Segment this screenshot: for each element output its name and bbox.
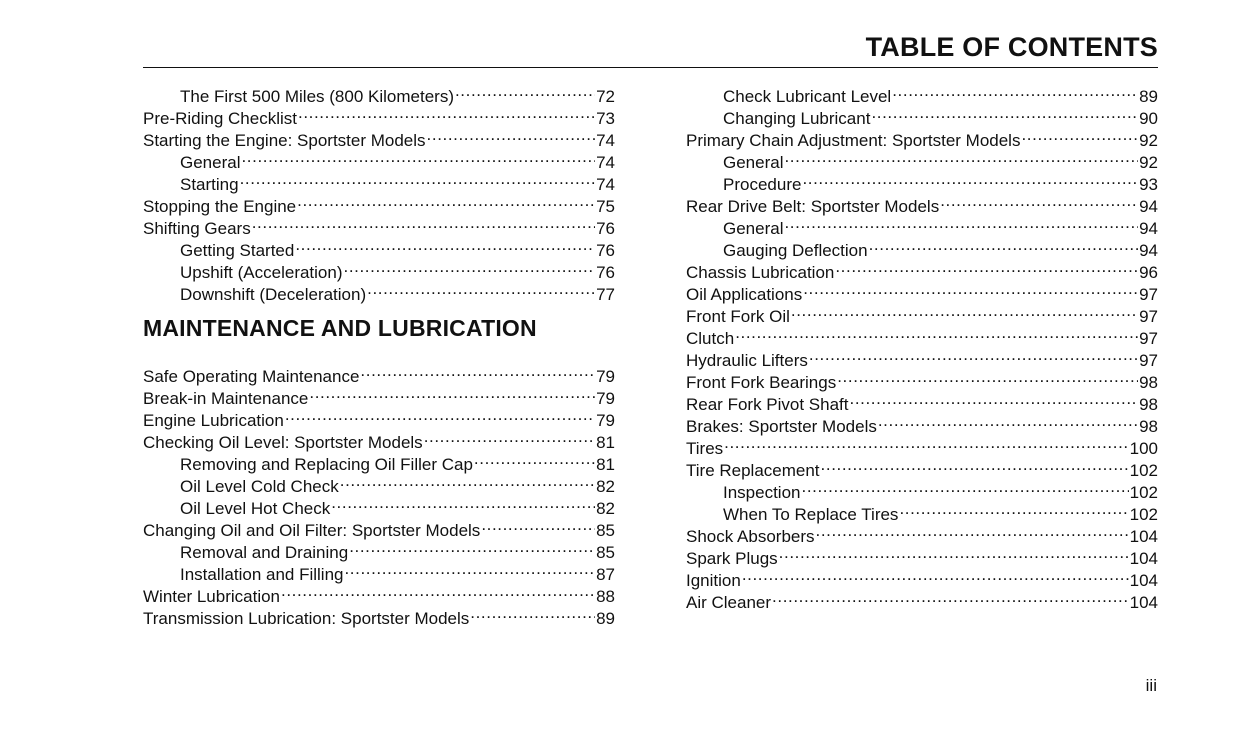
dot-leader: [868, 234, 1138, 256]
dot-leader: [820, 454, 1129, 476]
toc-entry-page: 79: [596, 367, 615, 386]
toc-entry-page: 93: [1139, 175, 1158, 194]
toc-entry-page: 89: [1139, 87, 1158, 106]
page-number: iii: [1145, 676, 1157, 695]
title-divider: [143, 67, 1158, 68]
dot-leader: [815, 520, 1129, 542]
toc-entry-page: 100: [1129, 439, 1158, 458]
toc-entry-page: 98: [1139, 417, 1158, 436]
section-heading-maintenance: MAINTENANCE AND LUBRICATION: [143, 315, 537, 341]
dot-leader: [348, 536, 595, 558]
toc-entry-title: Spark Plugs: [686, 549, 778, 568]
toc-entry-page: 73: [596, 109, 615, 128]
toc-entry-page: 74: [596, 153, 615, 172]
toc-entry-title: Rear Fork Pivot Shaft: [686, 395, 849, 414]
toc-entry-page: 82: [596, 499, 615, 518]
toc-entry-title: General: [723, 219, 784, 238]
toc-entry[interactable]: [143, 360, 615, 386]
toc-entry-title: Oil Level Cold Check: [180, 477, 339, 496]
dot-leader: [284, 404, 595, 426]
toc-entry-page: 92: [1139, 153, 1158, 172]
dot-leader: [330, 492, 595, 514]
toc-entry-page: 104: [1129, 571, 1158, 590]
dot-leader: [294, 234, 595, 256]
dot-leader: [801, 476, 1129, 498]
dot-leader: [849, 388, 1139, 410]
toc-entry-title: Pre-Riding Checklist: [143, 109, 297, 128]
dot-leader: [239, 168, 595, 190]
toc-entry-page: 94: [1139, 219, 1158, 238]
toc-list-bottom: [143, 360, 615, 628]
toc-entry-title: Safe Operating Maintenance: [143, 367, 360, 386]
toc-entry-title: Checking Oil Level: Sportster Models: [143, 433, 423, 452]
toc-entry-page: 90: [1139, 109, 1158, 128]
toc-entry-title: Air Cleaner: [686, 593, 772, 612]
toc-entry[interactable]: [686, 80, 1158, 106]
toc-entry-page: 82: [596, 477, 615, 496]
toc-entry-page: 87: [596, 565, 615, 584]
toc-entry-title: Shock Absorbers: [686, 527, 815, 546]
toc-entry-title: Break-in Maintenance: [143, 389, 309, 408]
toc-entry-title: Stopping the Engine: [143, 197, 297, 216]
toc-entry-title: Chassis Lubrication: [686, 263, 835, 282]
dot-leader: [836, 366, 1138, 388]
toc-entry-page: 92: [1139, 131, 1158, 150]
toc-entry-page: 72: [596, 87, 615, 106]
toc-entry-page: 102: [1129, 505, 1158, 524]
dot-leader: [280, 580, 595, 602]
toc-entry-page: 94: [1139, 197, 1158, 216]
dot-leader: [296, 190, 595, 212]
toc-entry-title: Getting Started: [180, 241, 295, 260]
dot-leader: [343, 256, 596, 278]
toc-entry-page: 97: [1139, 285, 1158, 304]
dot-leader: [877, 410, 1138, 432]
toc-entry-page: 79: [596, 411, 615, 430]
toc-entry-title: Changing Oil and Oil Filter: Sportster Models: [143, 521, 481, 540]
toc-entry-page: 94: [1139, 241, 1158, 260]
toc-entry-page: 81: [596, 455, 615, 474]
toc-entry-page: 102: [1129, 483, 1158, 502]
toc-entry-title: Starting the Engine: Sportster Models: [143, 131, 426, 150]
dot-leader: [251, 212, 595, 234]
toc-entry-title: Tires: [686, 439, 724, 458]
toc-entry-title: General: [180, 153, 241, 172]
toc-list-top: [143, 80, 615, 304]
dot-leader: [343, 558, 595, 580]
dot-leader: [741, 564, 1129, 586]
toc-entry-title: Downshift (Deceleration): [180, 285, 367, 304]
dot-leader: [939, 190, 1138, 212]
toc-entry-title: Removing and Replacing Oil Filler Cap: [180, 455, 473, 474]
dot-leader: [469, 602, 595, 624]
toc-entry-page: 97: [1139, 329, 1158, 348]
dot-leader: [359, 360, 595, 382]
dot-leader: [898, 498, 1128, 520]
dot-leader: [426, 124, 596, 146]
toc-entry-page: 104: [1129, 549, 1158, 568]
toc-entry-title: Shifting Gears: [143, 219, 251, 238]
toc-entry[interactable]: [686, 432, 1158, 458]
toc-entry-title: Inspection: [723, 483, 801, 502]
toc-entry-page: 88: [596, 587, 615, 606]
toc-entry-page: 81: [596, 433, 615, 452]
toc-entry-title: Starting: [180, 175, 239, 194]
dot-leader: [480, 514, 595, 536]
dot-leader: [734, 322, 1138, 344]
toc-entry-title: Rear Drive Belt: Sportster Models: [686, 197, 940, 216]
toc-entry-title: General: [723, 153, 784, 172]
toc-entry-page: 89: [596, 609, 615, 628]
dot-leader: [808, 344, 1138, 366]
toc-entry-page: 79: [596, 389, 615, 408]
toc-entry-title: Front Fork Oil: [686, 307, 790, 326]
toc-entry-page: 74: [596, 131, 615, 150]
dot-leader: [723, 432, 1128, 454]
toc-entry[interactable]: [686, 322, 1158, 348]
toc-entry-page: 97: [1139, 351, 1158, 370]
toc-entry[interactable]: [143, 80, 615, 106]
toc-entry-page: 76: [596, 263, 615, 282]
toc-entry-page: 76: [596, 219, 615, 238]
dot-leader: [366, 278, 595, 300]
toc-entry-page: 98: [1139, 395, 1158, 414]
toc-entry-page: 77: [596, 285, 615, 304]
toc-entry-page: 98: [1139, 373, 1158, 392]
dot-leader: [1020, 124, 1138, 146]
page-title: TABLE OF CONTENTS: [865, 32, 1158, 62]
dot-leader: [783, 146, 1138, 168]
dot-leader: [802, 278, 1138, 300]
toc-entry-page: 102: [1129, 461, 1158, 480]
toc-entry-title: Tire Replacement: [686, 461, 820, 480]
toc-entry-title: Brakes: Sportster Models: [686, 417, 877, 436]
toc-entry-title: The First 500 Miles (800 Kilometers): [180, 87, 454, 106]
toc-entry-page: 104: [1129, 527, 1158, 546]
toc-entry-title: When To Replace Tires: [723, 505, 899, 524]
toc-entry-title: Upshift (Acceleration): [180, 263, 343, 282]
toc-entry-title: Winter Lubrication: [143, 587, 281, 606]
dot-leader: [339, 470, 595, 492]
toc-entry-title: Engine Lubrication: [143, 411, 284, 430]
dot-leader: [783, 212, 1138, 234]
dot-leader: [834, 256, 1138, 278]
toc-entry-page: 75: [596, 197, 615, 216]
toc-left-column: [143, 80, 615, 628]
toc-entry-title: Clutch: [686, 329, 735, 348]
dot-leader: [771, 586, 1129, 608]
toc-entry-title: Removal and Draining: [180, 543, 349, 562]
toc-entry-title: Installation and Filling: [180, 565, 344, 584]
toc-right-column: [686, 80, 1158, 612]
dot-leader: [778, 542, 1129, 564]
toc-entry-page: 85: [596, 543, 615, 562]
toc-entry-page: 76: [596, 241, 615, 260]
dot-leader: [790, 300, 1138, 322]
dot-leader: [801, 168, 1138, 190]
toc-entry-page: 104: [1129, 593, 1158, 612]
toc-entry-page: 96: [1139, 263, 1158, 282]
toc-entry[interactable]: [686, 454, 1158, 480]
dot-leader: [297, 102, 595, 124]
dot-leader: [454, 80, 595, 102]
toc-entry-page: 74: [596, 175, 615, 194]
toc-entry-title: Oil Level Hot Check: [180, 499, 331, 518]
toc-entry[interactable]: [686, 564, 1158, 590]
toc-entry-title: Changing Lubricant: [723, 109, 871, 128]
dot-leader: [870, 102, 1138, 124]
dot-leader: [891, 80, 1138, 102]
toc-entry[interactable]: [686, 586, 1158, 612]
dot-leader: [308, 382, 595, 404]
toc-entry-page: 85: [596, 521, 615, 540]
dot-leader: [473, 448, 595, 470]
dot-leader: [240, 146, 595, 168]
toc-entry-title: Primary Chain Adjustment: Sportster Models: [686, 131, 1021, 150]
toc-entry-title: Transmission Lubrication: Sportster Models: [143, 609, 470, 628]
toc-entry-title: Hydraulic Lifters: [686, 351, 808, 370]
dot-leader: [423, 426, 595, 448]
toc-entry-title: Oil Applications: [686, 285, 803, 304]
toc-entry-title: Front Fork Bearings: [686, 373, 837, 392]
toc-entry-title: Check Lubricant Level: [723, 87, 892, 106]
toc-list-right: [686, 80, 1158, 612]
toc-entry[interactable]: [686, 344, 1158, 370]
toc-entry-page: 97: [1139, 307, 1158, 326]
toc-entry-title: Ignition: [686, 571, 741, 590]
toc-entry-title: Gauging Deflection: [723, 241, 868, 260]
toc-entry-title: Procedure: [723, 175, 802, 194]
